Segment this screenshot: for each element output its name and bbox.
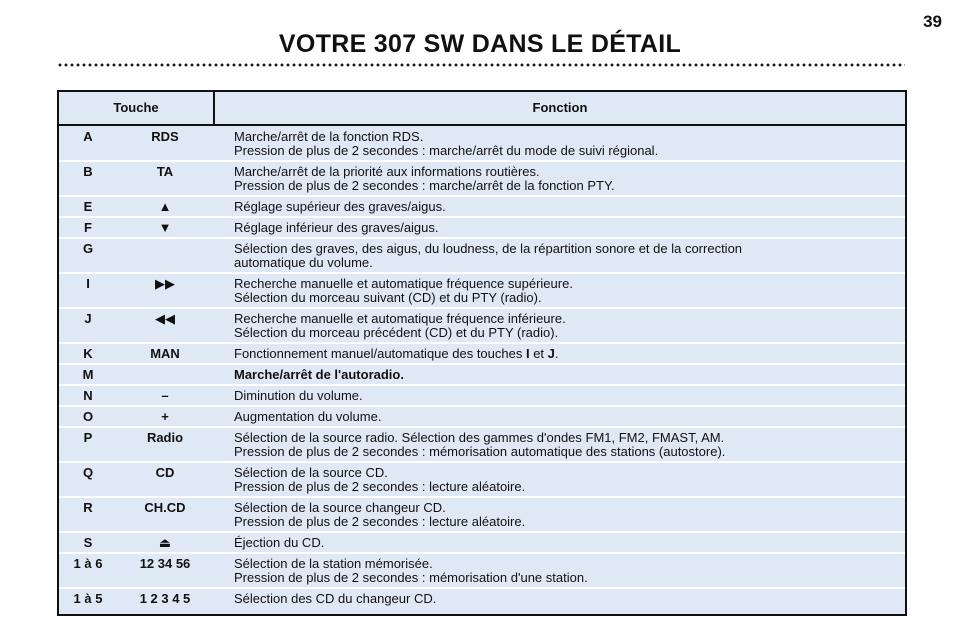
table-row: [59, 427, 905, 462]
table-row: [59, 532, 905, 553]
row-key: CH.CD: [144, 500, 186, 515]
row-key: ◀◀: [155, 311, 175, 326]
table-row: [59, 588, 905, 610]
row-letter: J: [84, 311, 92, 326]
function-text: .: [554, 346, 559, 361]
row-letter: B: [83, 164, 93, 179]
row-key: CD: [155, 465, 175, 480]
function-line: Sélection des graves, des aigus, du loudness, de la répartition sonore et de la correction: [234, 241, 743, 256]
key-reference: I: [525, 346, 530, 361]
row-letter: E: [83, 199, 93, 214]
row-key: MAN: [150, 346, 180, 361]
row-letter: 1 à 6: [73, 556, 103, 571]
table-row: [59, 343, 905, 364]
row-function: [234, 242, 894, 270]
function-table: [57, 90, 907, 616]
function-text: et: [529, 346, 548, 361]
table-row: [59, 308, 905, 343]
row-letter: N: [83, 388, 93, 403]
header-touche: Touche: [113, 100, 159, 115]
row-function: [234, 200, 894, 214]
table-row: [59, 497, 905, 532]
function-line: Réglage inférieur des graves/aigus.: [234, 220, 439, 235]
function-line: Augmentation du volume.: [234, 409, 382, 424]
row-letter: M: [82, 367, 94, 382]
row-letter: Q: [82, 465, 94, 480]
function-line: Diminution du volume.: [234, 388, 363, 403]
function-line: Sélection de la station mémorisée.: [234, 556, 433, 571]
row-function: [234, 368, 894, 382]
row-letter: G: [82, 241, 94, 256]
function-line: Sélection des CD du changeur CD.: [234, 591, 437, 606]
row-function: [234, 130, 894, 158]
function-line: Marche/arrêt de la fonction RDS.: [234, 129, 424, 144]
row-function: [234, 410, 894, 424]
row-function: [234, 312, 894, 340]
row-function: [234, 431, 894, 459]
table-row: [59, 385, 905, 406]
header-fonction: Fonction: [532, 100, 588, 115]
function-line: Recherche manuelle et automatique fréquence supérieure.: [234, 276, 573, 291]
row-key: 1 2 3 4 5: [139, 591, 191, 606]
function-line: Pression de plus de 2 secondes : lecture aléatoire.: [234, 479, 526, 494]
table-row: [59, 238, 905, 273]
function-text: Fonctionnement manuel/automatique des touches: [234, 346, 526, 361]
function-line: Marche/arrêt de l'autoradio.: [234, 367, 404, 382]
row-key: ▲: [158, 199, 172, 214]
table-row: [59, 553, 905, 588]
row-key: ⏏: [158, 535, 172, 550]
function-line: Pression de plus de 2 secondes : marche/arrêt du mode de suivi régional.: [234, 143, 659, 158]
table-row: [59, 462, 905, 497]
row-key: ▶▶: [155, 276, 175, 291]
row-letter: A: [83, 129, 93, 144]
row-key: RDS: [151, 129, 179, 144]
row-letter: 1 à 5: [73, 591, 103, 606]
row-letter: R: [83, 500, 93, 515]
function-line: Sélection de la source CD.: [234, 465, 388, 480]
row-letter: P: [83, 430, 93, 445]
function-line: Sélection de la source changeur CD.: [234, 500, 446, 515]
page-number: 39: [923, 12, 942, 31]
key-reference: J: [547, 346, 555, 361]
row-function: [234, 389, 894, 403]
function-line: Marche/arrêt de la priorité aux informations routières.: [234, 164, 540, 179]
function-line: Éjection du CD.: [234, 535, 325, 550]
row-function: [234, 557, 894, 585]
row-key: TA: [156, 164, 174, 179]
row-function: [234, 466, 894, 494]
row-key: ▼: [158, 220, 172, 235]
row-letter: K: [83, 346, 93, 361]
table-row: [59, 273, 905, 308]
function-line: Pression de plus de 2 secondes : mémorisation automatique des stations (autostore).: [234, 444, 726, 459]
row-function: [234, 277, 894, 305]
table-row: [59, 406, 905, 427]
row-function: [234, 165, 894, 193]
function-line: [234, 347, 894, 361]
row-letter: O: [82, 409, 94, 424]
table-header: [59, 92, 905, 124]
dotted-divider: [57, 63, 905, 67]
row-function: [234, 501, 894, 529]
row-key: –: [161, 388, 169, 403]
function-line: Sélection du morceau précédent (CD) et du PTY (radio).: [234, 325, 559, 340]
page-title: VOTRE 307 SW DANS LE DÉTAIL: [278, 30, 682, 58]
function-line: Réglage supérieur des graves/aigus.: [234, 199, 446, 214]
table-row: [59, 364, 905, 385]
function-line: Pression de plus de 2 secondes : marche/arrêt de la fonction PTY.: [234, 178, 615, 193]
function-line: automatique du volume.: [234, 255, 373, 270]
row-letter: F: [84, 220, 92, 235]
table-row: [59, 161, 905, 196]
function-line: Pression de plus de 2 secondes : lecture aléatoire.: [234, 514, 526, 529]
row-letter: I: [86, 276, 90, 291]
table-row: [59, 217, 905, 238]
row-letter: S: [83, 535, 93, 550]
row-key: 12 34 56: [139, 556, 191, 571]
function-line: Sélection de la source radio. Sélection des gammes d'ondes FM1, FM2, FMAST, AM.: [234, 430, 725, 445]
row-function: [234, 347, 894, 361]
function-line: Recherche manuelle et automatique fréquence inférieure.: [234, 311, 566, 326]
table-row: [59, 126, 905, 161]
function-line: Pression de plus de 2 secondes : mémorisation d'une station.: [234, 570, 588, 585]
row-key: +: [161, 409, 169, 424]
row-function: [234, 536, 894, 550]
row-function: [234, 221, 894, 235]
row-function: [234, 592, 894, 606]
function-line: Sélection du morceau suivant (CD) et du PTY (radio).: [234, 290, 542, 305]
row-key: Radio: [146, 430, 184, 445]
table-row: [59, 196, 905, 217]
